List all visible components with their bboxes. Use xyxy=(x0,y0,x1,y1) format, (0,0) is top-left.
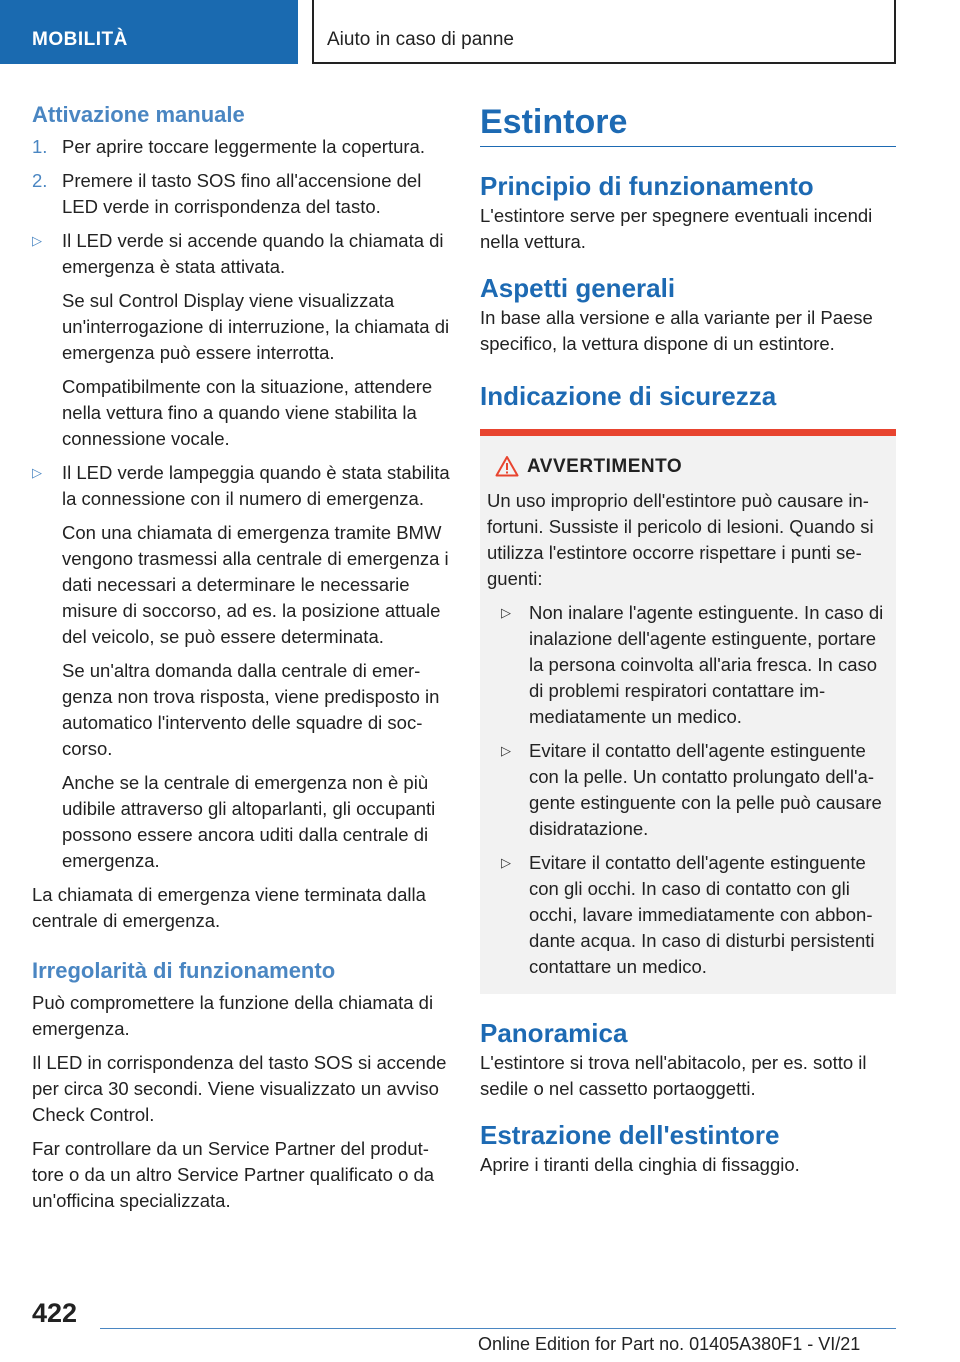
paragraph: L'estintore serve per spegnere eventuali incendi nella vettura. xyxy=(480,205,873,252)
step-2 xyxy=(32,168,450,220)
heading-general: Aspetti generali xyxy=(480,273,676,303)
paragraph: L'estintore si trova nell'abitacolo, per es. sotto il sedile o nel cassetto portaoggetti. xyxy=(480,1052,867,1099)
heading-overview: Panoramica xyxy=(480,1018,628,1048)
paragraph: Il LED in corrispondenza del tasto SOS si accende per circa 30 secondi. Viene visualizzato un avviso Check Control. xyxy=(32,1052,447,1125)
warning-item-text: Non inalare l'agente estinguente. In caso di inalazione dell'agente estinguente, portare la persona coinvolta all'aria fresca. In caso di problemi respiratori contattare immediatamente un medico. xyxy=(529,602,884,727)
warning-box xyxy=(480,429,896,994)
triangle-bullet-icon: ▷ xyxy=(32,465,42,480)
chapter-heading-extinguisher: Estintore xyxy=(480,100,896,147)
result-item xyxy=(32,228,450,280)
page-header xyxy=(0,0,960,66)
paragraph: Aprire i tiranti della cinghia di fissaggio. xyxy=(480,1154,800,1175)
result-item xyxy=(32,460,450,512)
paragraph: Con una chiamata di emergenza tramite BMW vengono trasmessi alla centrale di emergenza i dati necessari a determinare le necessarie misure di soccorso, ad es. la posizione attuale del veicolo, se può essere determinata. xyxy=(62,522,449,647)
step-number: 2. xyxy=(32,170,48,191)
footer-divider xyxy=(100,1328,896,1329)
heading-safety: Indicazione di sicurezza xyxy=(480,381,777,411)
result-text: Il LED verde si accende quando la chiamata di emergenza è stata attivata. xyxy=(62,230,444,277)
triangle-bullet-icon: ▷ xyxy=(501,855,511,870)
triangle-bullet-icon: ▷ xyxy=(501,605,511,620)
chapter-title: Aiuto in caso di panne xyxy=(312,0,896,64)
triangle-bullet-icon: ▷ xyxy=(32,233,42,248)
step-number: 1. xyxy=(32,136,48,157)
warning-title xyxy=(487,454,888,480)
paragraph: Può compromettere la funzione della chiamata di emergenza. xyxy=(32,992,434,1039)
paragraph: In base alla versione e alla variante per il Paese specifico, la vettura dispone di un estintore. xyxy=(480,307,873,354)
paragraph: Se sul Control Display viene visualizzata un'interrogazione di interruzione, la chiamata di emergenza può essere interrotta. xyxy=(62,290,450,363)
warning-text: Un uso improprio dell'estintore può causare infortuni. Sussiste il pericolo di lesioni. Quando si utilizza l'estintore occorre rispettare i punti seguenti: xyxy=(487,490,874,589)
warning-icon xyxy=(495,455,519,477)
right-column xyxy=(480,100,896,1178)
warning-title-text: AVVERTIMENTO xyxy=(527,456,683,477)
paragraph: Far controllare da un Service Partner del produttore o da un altro Service Partner qualificato o da un'officina specializzata. xyxy=(32,1138,435,1211)
triangle-bullet-icon: ▷ xyxy=(501,743,511,758)
paragraph: La chiamata di emergenza viene terminata dalla centrale di emergenza. xyxy=(32,884,426,931)
warning-item xyxy=(487,850,888,980)
page-number: 422 xyxy=(32,1298,78,1328)
warning-item xyxy=(487,600,888,730)
heading-malfunction: Irregolarità di funzionamento xyxy=(32,958,336,983)
result-text: Il LED verde lampeggia quando è stata stabilita la connessione con il numero di emergenza. xyxy=(62,462,450,509)
heading-principle: Principio di funzionamento xyxy=(480,171,814,201)
heading-removal: Estrazione dell'estintore xyxy=(480,1120,780,1150)
warning-item-text: Evitare il contatto dell'agente estinguente con la pelle. Un contatto prolungato dell'agente estinguente con la pelle può causare disidratazione. xyxy=(529,740,882,839)
paragraph: Anche se la centrale di emergenza non è più udibile attraverso gli altoparlanti, gli occupanti possono essere ancora uditi dalla centrale di emergenza. xyxy=(62,772,436,871)
paragraph: Se un'altra domanda dalla centrale di emergenza non trova risposta, viene predisposto in automatico l'intervento delle squadre di soccorso. xyxy=(62,660,440,759)
warning-item-text: Evitare il contatto dell'agente estinguente con gli occhi. In caso di contatto con gli occhi, lavare immediatamente con abbondante acqua. In caso di disturbi persistenti contattare un medico. xyxy=(529,852,875,977)
step-1 xyxy=(32,134,450,160)
step-text: Per aprire toccare leggermente la copertura. xyxy=(62,136,425,157)
step-text: Premere il tasto SOS fino all'accensione del LED verde in corrispondenza del tasto. xyxy=(62,170,422,217)
warning-item xyxy=(487,738,888,842)
section-tab: MOBILITÀ xyxy=(0,0,298,64)
left-column xyxy=(32,100,450,1214)
paragraph: Compatibilmente con la situazione, attendere nella vettura fino a quando viene stabilita la connessione vocale. xyxy=(62,376,433,449)
heading-manual-activation: Attivazione manuale xyxy=(32,102,245,127)
edition-note: Online Edition for Part no. 01405A380F1 - VI/21 xyxy=(478,1334,861,1354)
